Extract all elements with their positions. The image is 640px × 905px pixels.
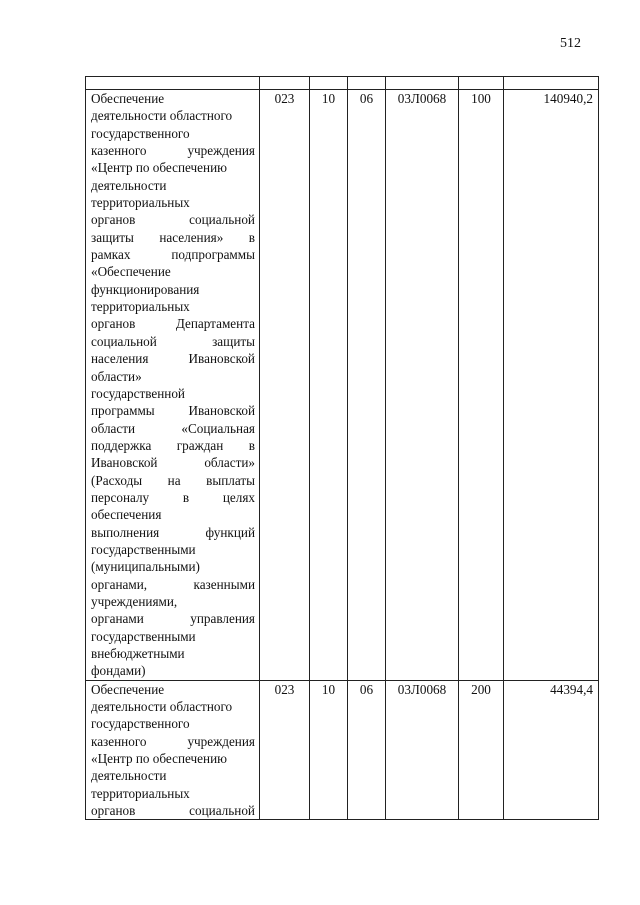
description-cell [86, 680, 260, 820]
description-line: поддержка граждан в [91, 437, 255, 453]
table-row [86, 90, 599, 681]
page-number: 512 [560, 36, 581, 51]
description-line: Ивановской области» [91, 455, 255, 471]
description-line: казенного учреждения [91, 733, 255, 749]
budget-table [85, 76, 599, 820]
description-line: (Расходы на выплаты [91, 472, 255, 488]
description-line: защиты населения» в [91, 229, 255, 245]
description-line: учреждениями, [91, 593, 178, 609]
description-line: казенного учреждения [91, 143, 255, 159]
description-line: органами управления [91, 611, 255, 627]
description-line: Обеспечение [91, 681, 165, 697]
header-cell [504, 77, 599, 90]
header-cell [86, 77, 260, 90]
ministry-code-cell: 023 [260, 680, 310, 820]
table-header-row [86, 77, 599, 90]
header-cell [310, 77, 348, 90]
description-cell [86, 90, 260, 681]
description-line: государственного [91, 716, 190, 732]
description-line: социальной защиты [91, 333, 255, 349]
header-cell [348, 77, 386, 90]
description-line: обеспечения [91, 507, 162, 523]
description-line: органов социальной [91, 212, 255, 228]
description-line: государственной [91, 385, 185, 401]
subsection-code-cell: 06 [348, 90, 386, 681]
description-line: населения Ивановской [91, 351, 255, 367]
description-line: территориальных [91, 299, 190, 315]
description-line: государственного [91, 125, 190, 141]
section-code-cell: 10 [310, 90, 348, 681]
description-line: персоналу в целях [91, 489, 255, 505]
header-cell [459, 77, 504, 90]
amount-cell: 140940,2 [504, 90, 599, 681]
description-line: территориальных [91, 195, 190, 211]
description-line: государственными [91, 541, 196, 557]
description-line: территориальных [91, 785, 190, 801]
description-line: области» [91, 368, 142, 384]
description-line: рамках подпрограммы [91, 247, 255, 263]
subsection-code-cell: 06 [348, 680, 386, 820]
description-line: области «Социальная [91, 420, 255, 436]
description-line: функционирования [91, 281, 200, 297]
description-line: внебюджетными [91, 646, 185, 661]
description-line: «Центр по обеспечению [91, 160, 227, 176]
description-line: деятельности [91, 768, 167, 784]
description-line: программы Ивановской [91, 403, 255, 419]
amount-cell: 44394,4 [504, 680, 599, 820]
description-line: фондами) [91, 663, 146, 679]
ministry-code-cell: 023 [260, 90, 310, 681]
table-row [86, 680, 599, 820]
description-line: выполнения функций [91, 524, 255, 540]
expense-type-cell: 100 [459, 90, 504, 681]
description-line: «Обеспечение [91, 264, 171, 280]
description-line: государственными [91, 628, 196, 644]
header-cell [260, 77, 310, 90]
description-line: органов Департамента [91, 316, 255, 332]
description-line: «Центр по обеспечению [91, 751, 227, 767]
description-line: деятельности областного [91, 108, 233, 124]
description-line: органами, казенными [91, 576, 255, 592]
section-code-cell: 10 [310, 680, 348, 820]
description-line: Обеспечение [91, 91, 165, 106]
header-cell [386, 77, 459, 90]
target-article-cell: 03Л0068 [386, 90, 459, 681]
expense-type-cell: 200 [459, 680, 504, 820]
target-article-cell: 03Л0068 [386, 680, 459, 820]
description-line: деятельности [91, 177, 167, 193]
description-line: органов социальной [91, 803, 255, 819]
description-line: деятельности областного [91, 699, 233, 715]
description-line: (муниципальными) [91, 559, 200, 575]
